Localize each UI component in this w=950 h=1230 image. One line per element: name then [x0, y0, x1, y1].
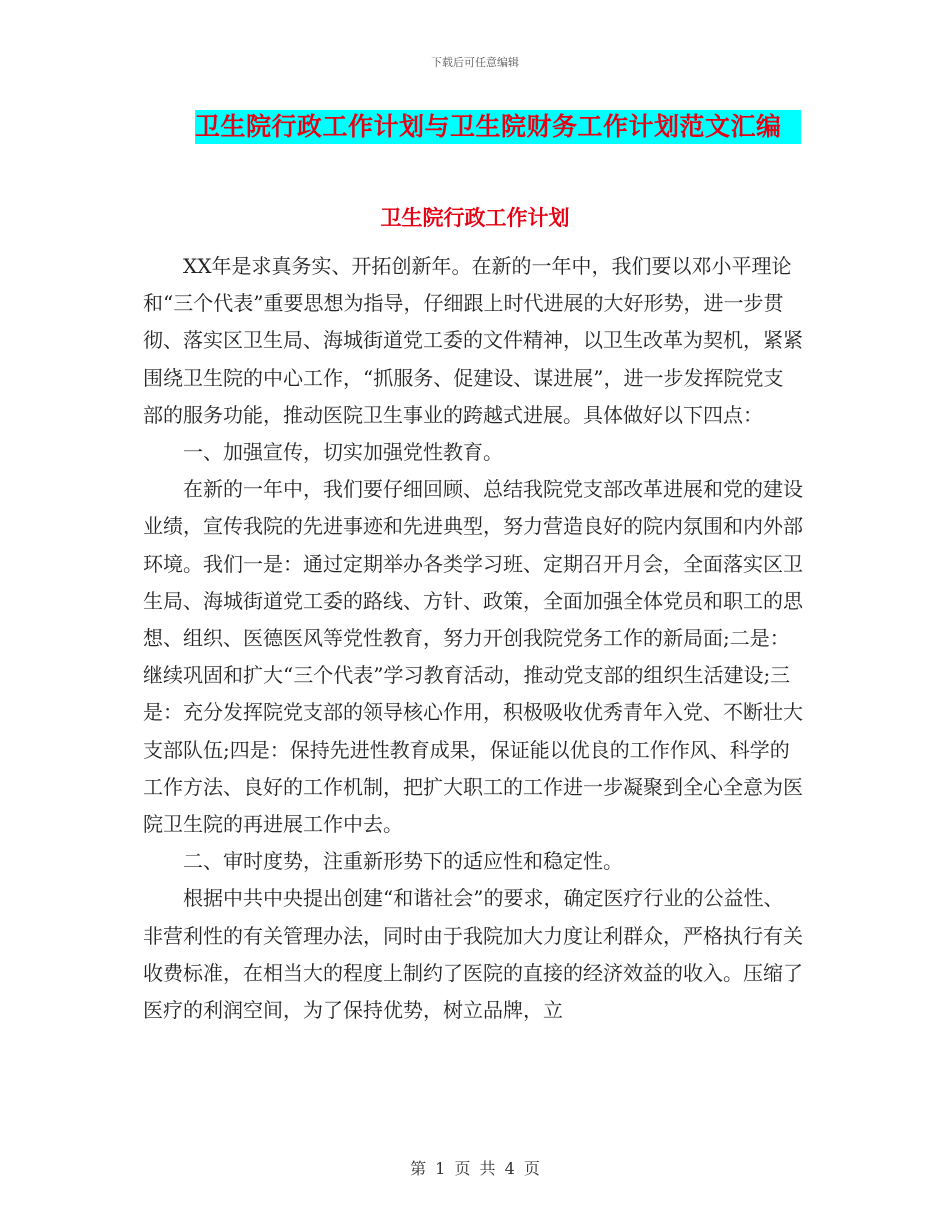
body-text: [143, 248, 803, 1029]
paragraph: XX年是求真务实、开拓创新年。在新的一年中，我们要以邓小平理论和“三个代表”重要思想为指导，仔细跟上时代进展的大好形势，进一步贯彻、落实区卫生局、海城街道党工委的文件精神，以卫生改革为契机，紧紧围绕卫生院的中心工作，“抓服务、促建设、谋进展”，进一步发挥院党支部的服务功能，推动医院卫生事业的跨越式进展。具体做好以下四点：: [143, 254, 803, 427]
section-title: 卫生院行政工作计划: [380, 206, 570, 230]
header-note: 下载后可任意编辑: [431, 56, 519, 69]
paragraph: 在新的一年中，我们要仔细回顾、总结我院党支部改革进展和党的建设业绩，宣传我院的先进事迹和先进典型，努力营造良好的院内氛围和内外部环境。我们一是：通过定期举办各类学习班、定期召开月会，全面落实区卫生局、海城街道党工委的路线、方针、政策，全面加强全体党员和职工的思想、组织、医德医风等党性教育，努力开创我院党务工作的新局面;二是：继续巩固和扩大“三个代表”学习教育活动，推动党支部的组织生活建设;三是：充分发挥院党支部的领导核心作用，积极吸收优秀青年入党、不断壮大支部队伍;四是：保持先进性教育成果，保证能以优良的工作作风、科学的工作方法、良好的工作机制，把扩大职工的工作进一步凝聚到全心全意为医院卫生院的再进展工作中去。: [143, 477, 803, 837]
document-title: 卫生院行政工作计划与卫生院财务工作计划范文汇编: [195, 110, 801, 144]
paragraph: 根据中共中央提出创建“和谐社会”的要求，确定医疗行业的公益性、非营利性的有关管理办法，同时由于我院加大力度让利群众，严格执行有关收费标准，在相当大的程度上制约了医院的直接的经济效益的收入。压缩了医疗的利润空间，为了保持优势，树立品牌，立: [143, 886, 803, 1023]
page-footer: 第 1 页 共 4 页: [410, 1159, 540, 1178]
paragraph-heading: 一、加强宣传，切实加强党性教育。: [183, 440, 503, 465]
paragraph-heading: 二、审时度势，注重新形势下的适应性和稳定性。: [183, 849, 623, 874]
